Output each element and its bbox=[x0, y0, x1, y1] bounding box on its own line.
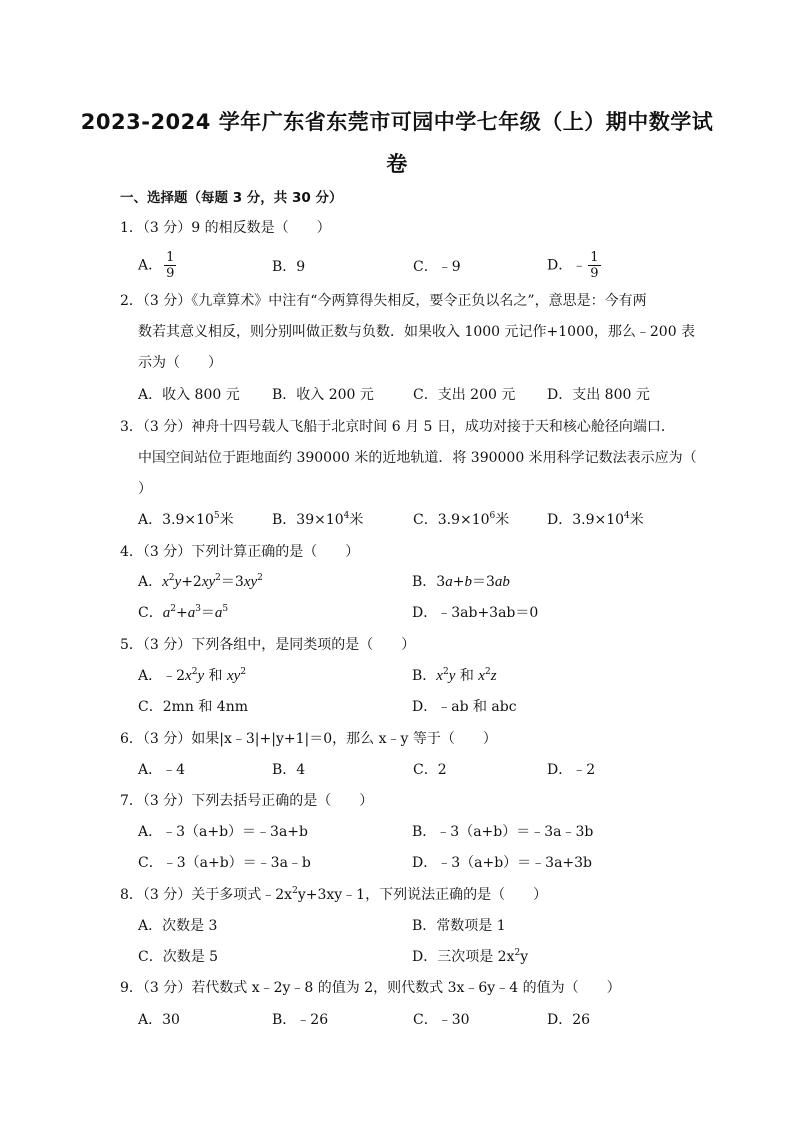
q6-option-d: D．﹣2 bbox=[547, 762, 596, 778]
q6-option-c: C．2 bbox=[413, 762, 447, 778]
q3-stem-line1: 3．（3 分）神舟十四号载人飞船于北京时间 6 月 5 日，成功对接于天和核心舱径向端口． bbox=[120, 419, 675, 435]
q4-option-d: D．﹣3ab+3ab＝0 bbox=[412, 605, 539, 621]
q8-option-a: A．次数是 3 bbox=[138, 918, 218, 934]
q5-option-b: B．$x^2y$ 和 $x^2z$ bbox=[412, 667, 497, 684]
q2-stem-line2: 数若其意义相反，则分别叫做正数与负数．如果收入 1000 元记作+1000，那么﹣200 表 bbox=[138, 324, 696, 340]
q2-option-b: B．收入 200 元 bbox=[272, 387, 374, 403]
q2-option-d: D．支出 800 元 bbox=[547, 387, 650, 403]
q5-stem: 5．（3 分）下列各组中，是同类项的是（ ） bbox=[120, 637, 416, 653]
q3-option-c: C．$3.9\times 10^6$米 bbox=[413, 511, 510, 528]
q3-option-b: B．$39\times 10^4$米 bbox=[272, 511, 364, 528]
q1-option-a: A． $\frac{1}{9}$ bbox=[138, 250, 175, 281]
q9-option-a: A．30 bbox=[138, 1012, 180, 1028]
q4-stem: 4．（3 分）下列计算正确的是（ ） bbox=[120, 544, 360, 560]
q2-option-c: C．支出 200 元 bbox=[413, 387, 516, 403]
section-header-choice: 一、选择题（每题 3 分，共 30 分） bbox=[120, 190, 343, 206]
q3-stem-line2: 中国空间站位于距地面约 390000 米的近地轨道．将 390000 米用科学记数法表示应为（ bbox=[138, 450, 697, 466]
q8-stem: 8．（3 分）关于多项式$﹣2x^2y+3xy﹣1$，下列说法正确的是（ ） bbox=[120, 886, 548, 903]
q1-stem: 1．（3 分）9 的相反数是（ ） bbox=[120, 220, 331, 236]
q6-stem: 6．（3 分）如果|x﹣3|+|y+1|＝0，那么 x﹣y 等于（ ） bbox=[120, 731, 497, 747]
q4-option-b: B．3a+b＝3ab bbox=[412, 574, 510, 590]
q7-option-c: C．﹣3（a+b）＝﹣3a﹣b bbox=[138, 855, 311, 871]
q2-stem-line3: 示为（ ） bbox=[138, 355, 222, 371]
q4-option-a: A．$x^2y+2xy^2=3xy^2$ bbox=[138, 573, 263, 590]
q2-option-a: A．收入 800 元 bbox=[138, 387, 240, 403]
q5-option-d: D．﹣ab 和 abc bbox=[412, 699, 517, 715]
q8-option-c: C．次数是 5 bbox=[138, 949, 219, 965]
q2-stem-line1: 2．（3 分）《九章算术》中注有“今两算得失相反，要令正负以名之”，意思是：今有两 bbox=[120, 293, 647, 309]
q9-option-d: D．26 bbox=[547, 1012, 591, 1028]
q9-option-c: C．﹣30 bbox=[413, 1012, 470, 1028]
q1-option-b: B．9 bbox=[272, 259, 306, 275]
q7-stem: 7．（3 分）下列去括号正确的是（ ） bbox=[120, 793, 374, 809]
document-title-line1: 2023-2024 学年广东省东莞市可园中学七年级（上）期中数学试 bbox=[80, 110, 714, 134]
q1-option-c: C．﹣9 bbox=[413, 259, 461, 275]
fraction: $\frac{1}{9}$ bbox=[590, 250, 599, 281]
q6-option-b: B．4 bbox=[272, 762, 306, 778]
document-title-line2: 卷 bbox=[386, 152, 408, 176]
q4-option-c: C．$a^2+a^3=a^5$ bbox=[138, 604, 229, 621]
q7-option-b: B．﹣3（a+b）＝﹣3a﹣3b bbox=[412, 824, 594, 840]
q3-option-d: D．$3.9\times 10^4$米 bbox=[547, 511, 644, 528]
fraction: $\frac{1}{9}$ bbox=[166, 250, 175, 281]
q9-option-b: B．﹣26 bbox=[272, 1012, 329, 1028]
q6-option-a: A．﹣4 bbox=[138, 762, 186, 778]
q5-option-a: A．$﹣2x^2y$ 和 $xy^2$ bbox=[138, 667, 247, 684]
q5-option-c: C．2mn 和 4nm bbox=[138, 699, 249, 715]
q8-option-d: D．三次项是 $2x^2y$ bbox=[412, 948, 529, 965]
q7-option-a: A．﹣3（a+b）＝﹣3a+b bbox=[138, 824, 309, 840]
q3-option-a: A．$3.9\times 10^5$米 bbox=[138, 511, 234, 528]
q3-stem-line3: ） bbox=[138, 481, 152, 497]
q8-option-b: B．常数项是 1 bbox=[412, 918, 506, 934]
q9-stem: 9．（3 分）若代数式 x﹣2y﹣8 的值为 2，则代数式 3x﹣6y﹣4 的值为（ ） bbox=[120, 980, 621, 996]
q1-option-d: D．﹣ $\frac{1}{9}$ bbox=[547, 250, 599, 281]
q7-option-d: D．﹣3（a+b）＝﹣3a+3b bbox=[412, 855, 593, 871]
